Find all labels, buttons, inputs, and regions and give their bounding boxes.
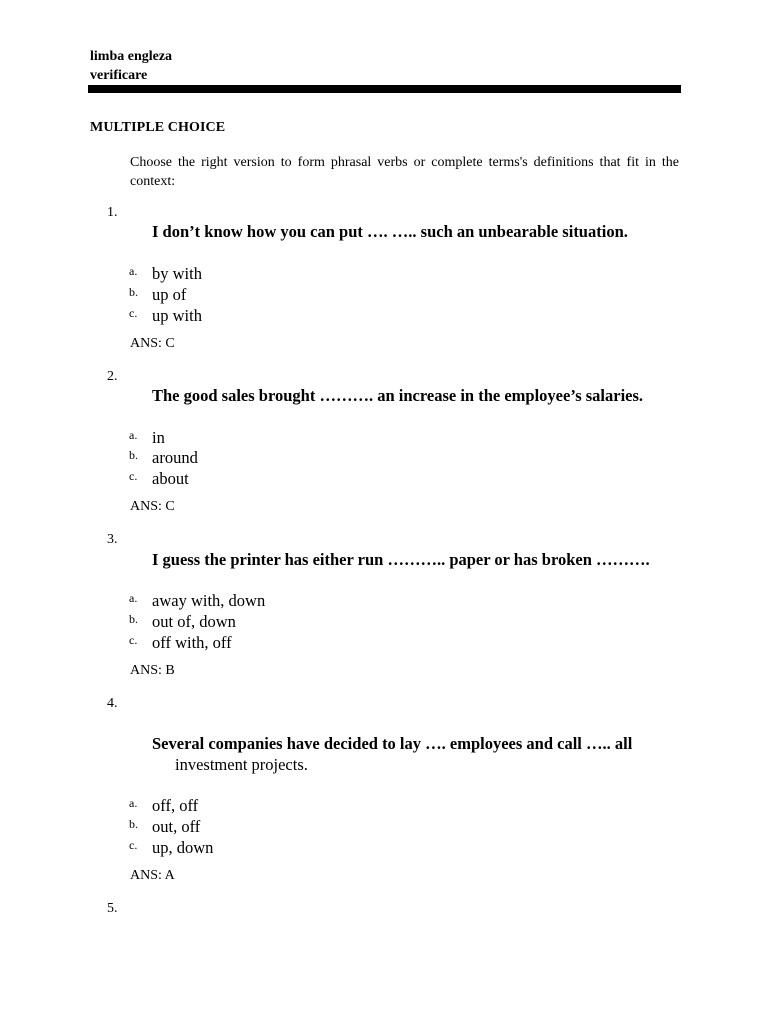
question-stem-text: Several companies have decided to lay …. employees and call ….. all: [152, 734, 633, 753]
question-number: 1.: [107, 205, 118, 220]
option-text: up, down: [152, 838, 214, 857]
question-stem: [152, 221, 672, 242]
option-letter: b.: [129, 817, 138, 831]
question-stem: [152, 385, 672, 406]
document-type: verificare: [90, 68, 148, 83]
option-text: off with, off: [152, 633, 232, 652]
question-stem-text: I don’t know how you can put …. ….. such an unbearable situation.: [152, 222, 628, 241]
option-letter: b.: [129, 448, 138, 462]
answer-key: ANS: C: [130, 336, 175, 351]
option-letter: c.: [129, 633, 138, 647]
option-text: away with, down: [152, 591, 266, 610]
option-letter: a.: [129, 796, 138, 810]
option-letter: a.: [129, 428, 138, 442]
question-number: 5.: [107, 901, 118, 916]
option-letter: c.: [129, 838, 138, 852]
question-number: 4.: [107, 696, 118, 711]
section-title: MULTIPLE CHOICE: [90, 120, 226, 135]
document-subject: limba engleza: [90, 49, 173, 64]
option-letter: c.: [129, 469, 138, 483]
question-stem: [152, 549, 672, 570]
question-stem-text: The good sales brought ………. an increase in the employee’s salaries.: [152, 386, 644, 405]
option-text: around: [152, 448, 198, 467]
option-letter: b.: [129, 612, 138, 626]
question-stem-text: I guess the printer has either run ……….. paper or has broken ……….: [152, 550, 650, 569]
question-stem-continuation: investment projects.: [175, 755, 308, 774]
question-stem: [152, 733, 672, 775]
option-letter: c.: [129, 306, 138, 320]
option-text: out, off: [152, 817, 201, 836]
option-text: about: [152, 469, 189, 488]
option-text: by with: [152, 264, 202, 283]
option-text: up with: [152, 306, 202, 325]
option-letter: b.: [129, 285, 138, 299]
option-letter: a.: [129, 591, 138, 605]
answer-key: ANS: C: [130, 499, 175, 514]
question-number: 2.: [107, 369, 118, 384]
answer-key: ANS: A: [130, 868, 175, 883]
instructions-text: Choose the right version to form phrasal verbs or complete terms's definitions that fit in the context:: [130, 155, 679, 189]
option-text: up of: [152, 285, 187, 304]
option-text: in: [152, 428, 165, 447]
option-text: out of, down: [152, 612, 236, 631]
option-text: off, off: [152, 796, 199, 815]
question-number: 3.: [107, 532, 118, 547]
answer-key: ANS: B: [130, 663, 175, 678]
header-divider: [88, 85, 681, 93]
option-letter: a.: [129, 264, 138, 278]
